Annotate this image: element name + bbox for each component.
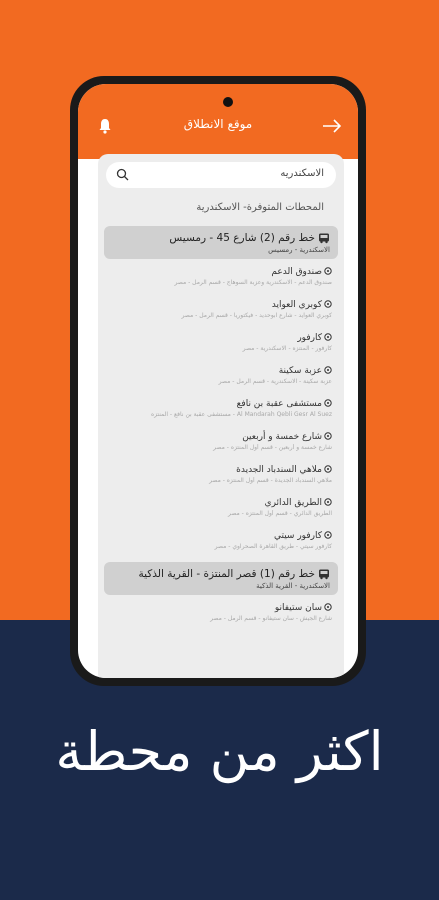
stop-item[interactable] bbox=[104, 331, 338, 364]
stop-title: كارفور سيتي bbox=[273, 531, 322, 541]
arrow-right-icon[interactable] bbox=[322, 118, 342, 134]
location-pin-icon bbox=[324, 267, 332, 276]
location-pin-icon bbox=[324, 498, 332, 507]
location-pin-icon bbox=[324, 603, 332, 612]
camera-dot bbox=[223, 97, 233, 107]
phone-frame bbox=[70, 76, 366, 686]
location-pin-icon bbox=[324, 300, 332, 309]
stop-title: كارفور bbox=[297, 333, 322, 343]
stop-item[interactable] bbox=[104, 529, 338, 562]
stop-title: مستشفى عقبة بن نافع bbox=[236, 399, 322, 409]
location-pin-icon bbox=[324, 465, 332, 474]
stop-item[interactable] bbox=[104, 397, 338, 430]
header-title: موقع الانطلاق bbox=[183, 117, 253, 131]
stop-address: صندوق الدعم - الاسكندرية وعزبة السوهاج - قسم الرمل - مصر bbox=[174, 279, 332, 286]
line-item[interactable] bbox=[104, 226, 338, 259]
line-title: خط رقم (1) قصر المنتزة - القرية الذكية bbox=[138, 568, 315, 580]
stop-item[interactable] bbox=[104, 430, 338, 463]
line-subtitle: الاسكندرية - رمسيس bbox=[268, 246, 330, 254]
stop-address: عزبة سكينة - الاسكندرية - قسم الرمل - مصر bbox=[218, 378, 332, 385]
bus-icon bbox=[318, 568, 330, 580]
stations-panel bbox=[98, 154, 344, 678]
line-subtitle: الاسكندرية - القرية الذكية bbox=[256, 582, 330, 590]
location-pin-icon bbox=[324, 366, 332, 375]
stop-item[interactable] bbox=[104, 601, 338, 634]
line-item[interactable] bbox=[104, 562, 338, 595]
stop-item[interactable] bbox=[104, 298, 338, 331]
search-input[interactable] bbox=[106, 162, 336, 188]
stop-address: كارفور سيتي - طريق القاهرة الصحراوي - مصر bbox=[214, 543, 332, 550]
stations-list bbox=[104, 226, 338, 634]
search-value: الاسكندريه bbox=[280, 168, 324, 179]
stop-item[interactable] bbox=[104, 496, 338, 529]
stop-address: كارفور - المنتزه - الاسكندرية - مصر bbox=[242, 345, 332, 352]
stop-title: الطريق الدائري bbox=[264, 498, 322, 508]
stop-address: شارع الجيش - سان ستيفانو - قسم الرمل - مصر bbox=[210, 615, 332, 622]
location-pin-icon bbox=[324, 432, 332, 441]
stop-address: شارع خمسة و أربعين - قسم أول المنتزه - مصر bbox=[213, 444, 332, 451]
stop-item[interactable] bbox=[104, 364, 338, 397]
stop-title: عزبة سكينة bbox=[278, 366, 322, 376]
stop-address: الطريق الدائري - قسم أول المنتزه - مصر bbox=[228, 510, 332, 517]
stop-title: ملاهي السندباد الجديدة bbox=[236, 465, 322, 475]
stop-item[interactable] bbox=[104, 265, 338, 298]
stop-address: Al Mandarah Qebli Gesr Al Suez - مستشفى عقبة بن نافع - المنتزه bbox=[150, 411, 332, 418]
stop-address: كوبري العوايد - شارع ابوحديد - فيكتوريا - قسم الرمل - مصر bbox=[181, 312, 332, 319]
list-heading: المحطات المتوفرة- الاسكندرية bbox=[196, 202, 324, 213]
stop-item[interactable] bbox=[104, 463, 338, 496]
bus-icon bbox=[318, 232, 330, 244]
line-title: خط رقم (2) شارع 45 - رمسيس bbox=[169, 232, 315, 244]
location-pin-icon bbox=[324, 531, 332, 540]
location-pin-icon bbox=[324, 333, 332, 342]
stop-title: كوبري العوايد bbox=[271, 300, 322, 310]
stop-title: صندوق الدعم bbox=[271, 267, 322, 277]
stop-address: ملاهي السندباد الجديدة - قسم أول المنتزه - مصر bbox=[209, 477, 332, 484]
app-header bbox=[78, 84, 358, 159]
location-pin-icon bbox=[324, 399, 332, 408]
stop-title: شارع خمسة و أربعين bbox=[242, 432, 322, 442]
phone-screen bbox=[78, 84, 358, 678]
stop-title: سان ستيفانو bbox=[274, 603, 322, 613]
search-icon bbox=[116, 168, 129, 181]
promo-tagline: اكثر من محطة bbox=[55, 720, 384, 783]
